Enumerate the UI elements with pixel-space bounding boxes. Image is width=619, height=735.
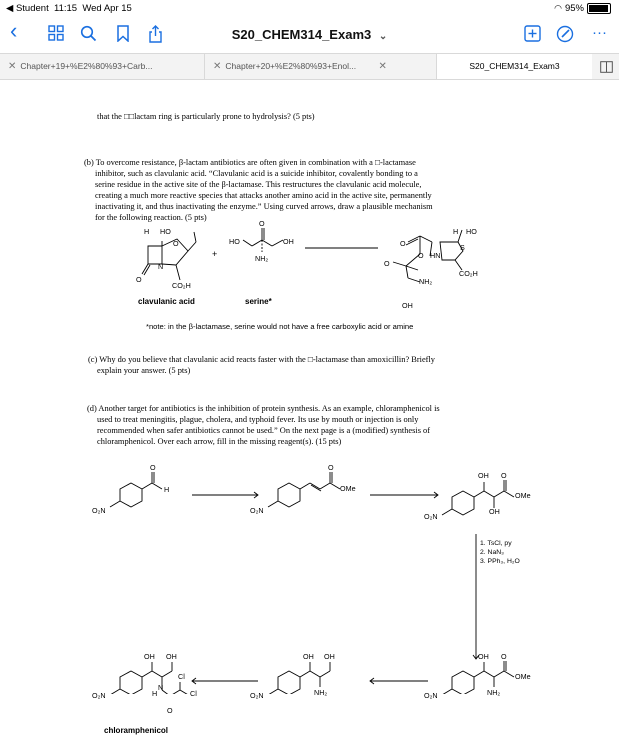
c4-oh: OH (478, 652, 489, 661)
plus-sign: + (212, 249, 218, 259)
clav-co2h: CO₂H (172, 281, 191, 290)
prod-hn: HN (430, 251, 441, 260)
c6-h: H (152, 689, 158, 698)
back-chevron-icon[interactable]: ‹ (10, 18, 18, 43)
part-c-line-2: explain your answer. (5 pts) (97, 366, 191, 375)
tab-chapter-19[interactable]: ✕ Chapter+19+%E2%80%93+Carb... (0, 54, 205, 79)
serine-label: serine* (245, 297, 272, 306)
reagent-2: 2. NaN₃ (480, 549, 504, 556)
c6-n: N (158, 683, 164, 692)
carrier[interactable]: Student (15, 3, 49, 14)
serine-oh: OH (283, 237, 294, 246)
close-tab-icon[interactable]: ✕ (213, 61, 222, 72)
part-d-line-4: chloramphenicol. Over each arrow, fill in the missing reagent(s). (15 pts) (97, 437, 342, 446)
c3-oh-bottom: OH (489, 507, 500, 516)
c6-cl-2: Cl (190, 689, 197, 698)
intro-line: that the □□lactam ring is particularly prone to hydrolysis? (5 pts) (97, 112, 315, 121)
scheme-1-bonds (0, 224, 619, 334)
c2-ome: OMe (340, 484, 356, 493)
scheme-1-note: *note: in the β-lactamase, serine would not have a free carboxylic acid or amine (146, 322, 414, 331)
prod-oh: OH (402, 301, 413, 310)
c3-o2n: O₂N (424, 512, 438, 521)
part-d-line-1: (d) Another target for antibiotics is the inhibition of protein synthesis. As an example, chloramphenicol is (87, 404, 440, 413)
close-tab-icon[interactable]: ✕ (8, 61, 17, 72)
part-d-line-3: recommended when safer antibiotics cannot be used.” On the next page is a (modified) synthesis of (97, 426, 431, 435)
part-b-line-5: inactivating it, and thus inactivating the enzyme.” Using curved arrows, draw a plausible mechanism (95, 202, 433, 211)
c6-o: O (167, 706, 173, 715)
part-b-line-6: for the following reaction. (5 pts) (95, 213, 207, 222)
prod-ester-o: O (418, 251, 424, 260)
part-b-line-1: (b) To overcome resistance, β-lactam antibiotics are often given in combination with a □-lactamase (84, 158, 416, 167)
status-left (6, 3, 132, 14)
prod-co2h: CO₂H (459, 269, 478, 278)
serine-o: O (259, 219, 265, 228)
tab-bar (0, 53, 619, 80)
clav-ring-o: O (173, 239, 179, 248)
date: Wed Apr 15 (82, 3, 132, 14)
c5-nh2: NH₂ (314, 688, 328, 697)
c1-h: H (164, 485, 170, 494)
c5-oh-1: OH (303, 652, 314, 661)
prod-s: S (460, 243, 465, 252)
c1-o2n: O₂N (92, 506, 106, 515)
status-bar (0, 0, 619, 18)
c3-ome: OMe (515, 491, 531, 500)
tab-overview-icon[interactable] (594, 54, 619, 79)
part-c-line-1: (c) Why do you believe that clavulanic acid reacts faster with the □-lactamase than amoxicillin? Briefly (88, 355, 435, 364)
part-b-line-2: inhibitor, such as clavulanic acid. “Clavulanic acid is a suicide inhibitor, covalently bonding to a (95, 169, 418, 178)
c2-o: O (328, 463, 334, 472)
c2-o2n: O₂N (250, 506, 264, 515)
document-title[interactable]: S20_CHEM314_Exam3 ⌄ (231, 27, 388, 42)
c5-o2n: O₂N (250, 691, 264, 700)
part-d-line-2: used to treat meningitis, plague, cholera, and typhoid fever. Its use by mouth or injection is only (97, 415, 419, 424)
c4-ome: OMe (515, 672, 531, 681)
c5-oh-2: OH (324, 652, 335, 661)
clavulanic-acid-label: clavulanic acid (138, 297, 195, 306)
clav-carbonyl-o: O (136, 275, 142, 284)
close-tab-icon[interactable]: ✕ (378, 61, 387, 72)
battery-percent: 95% (564, 3, 584, 14)
clav-n: N (158, 262, 164, 271)
c6-o2n: O₂N (92, 691, 106, 700)
more-icon[interactable]: ··· (592, 24, 607, 41)
prod-h: H (453, 227, 459, 236)
c3-o: O (501, 471, 507, 480)
back-to-app-icon[interactable]: ◀ (6, 3, 14, 14)
c6-oh-1: OH (144, 652, 155, 661)
tab-chapter-20[interactable]: ✕ Chapter+20+%E2%80%93+Enol... ✕ (213, 61, 387, 72)
c4-o: O (501, 652, 507, 661)
clav-ho: HO (160, 227, 171, 236)
c4-o2n: O₂N (424, 691, 438, 700)
c3-oh-top: OH (478, 471, 489, 480)
c1-o: O (150, 463, 156, 472)
prod-o: O (400, 239, 406, 248)
serine-nh2: NH₂ (255, 254, 269, 263)
c6-oh-2: OH (166, 652, 177, 661)
title-chevron-icon[interactable]: ⌄ (378, 31, 388, 42)
part-b-line-4: creating a much more reactive species that attacks another amino acid in the active site, permanently (95, 191, 432, 200)
wifi-icon: ◠ (554, 3, 562, 13)
part-b-line-3: serine residue in the active site of the β-lactamase. This restructures the clavulanic acid molecule, (95, 180, 422, 189)
chloramphenicol-label: chloramphenicol (104, 726, 169, 735)
reagent-3: 3. PPh₃, H₂O (480, 558, 520, 565)
c6-cl-1: Cl (178, 672, 185, 681)
serine-ho: HO (229, 237, 240, 246)
reagent-1: 1. TsCl, py (480, 540, 512, 547)
document-page[interactable] (0, 79, 619, 735)
c4-nh2: NH₂ (487, 688, 501, 697)
time: 11:15 (53, 3, 78, 14)
prod-ho: HO (466, 227, 477, 236)
battery-icon (587, 3, 611, 14)
status-right (554, 3, 611, 14)
prod-o2: O (384, 259, 390, 268)
clav-h: H (144, 227, 150, 236)
tab-exam3[interactable]: S20_CHEM314_Exam3 (436, 54, 592, 79)
prod-nh2: NH₂ (419, 277, 433, 286)
